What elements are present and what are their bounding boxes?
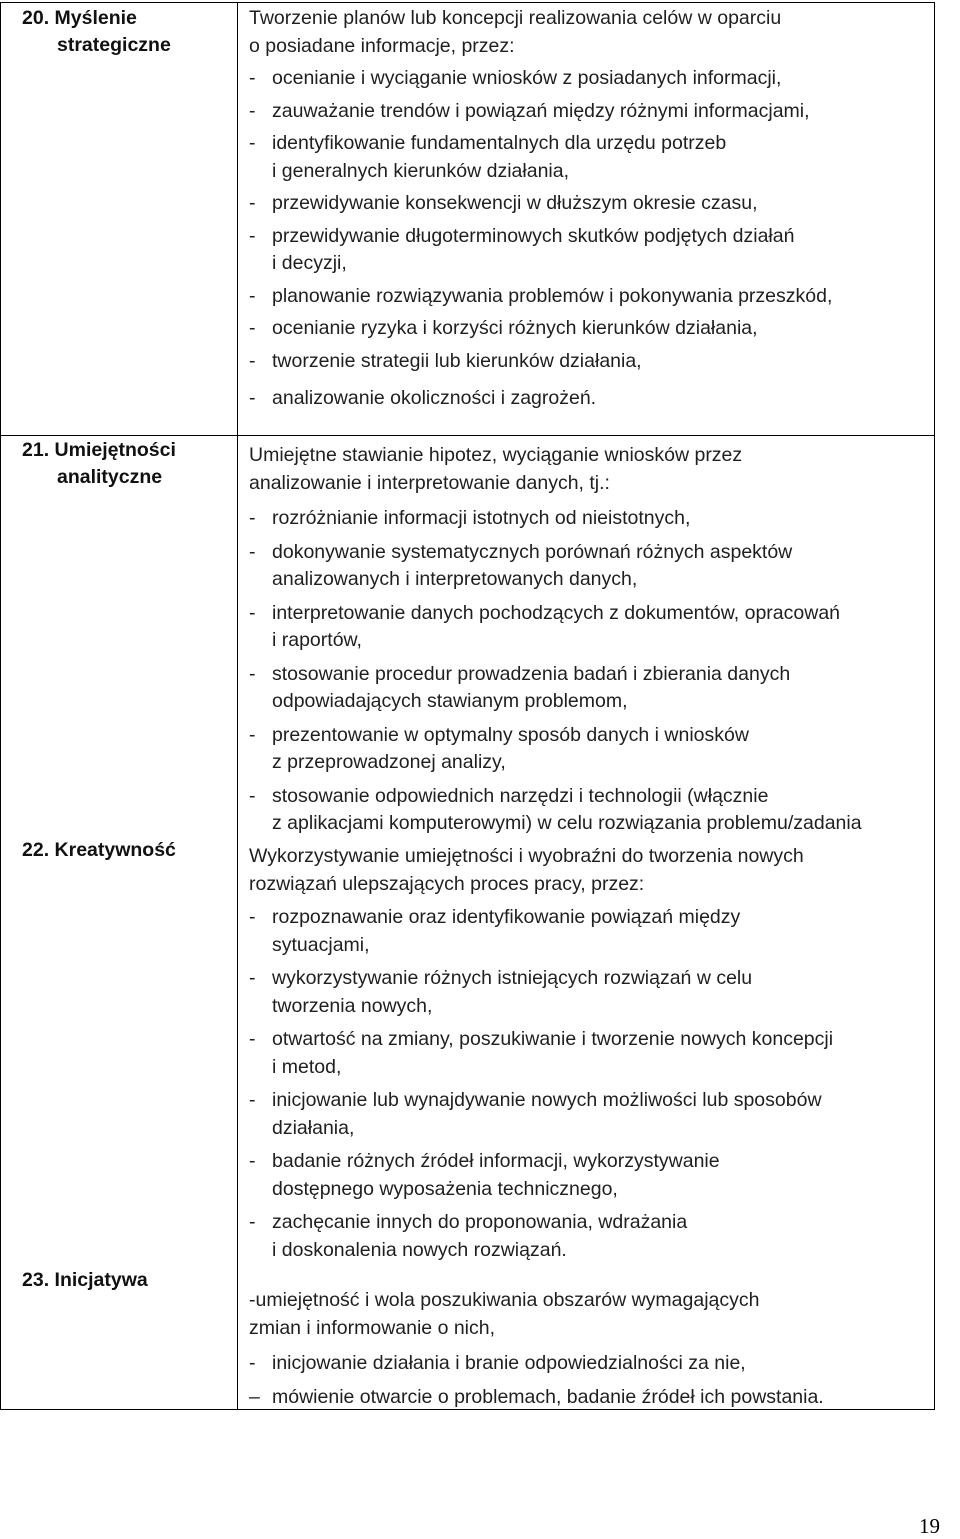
section-label-analytical-skills: 21. Umiejętności analityczne [22,439,176,488]
table-border-right [934,2,935,1410]
row-divider [0,435,935,436]
bullet-item: - zachęcanie innych do proponowania, wdrażania i doskonalenia nowych rozwiązań. [249,1211,688,1261]
bullet-item: - badanie różnych źródeł informacji, wykorzystywanie dostępnego wyposażenia technicznego, [249,1150,720,1200]
bullet-item: - otwartość na zmiany, poszukiwanie i tworzenie nowych koncepcji i metod, [249,1028,834,1078]
bullet-item: - inicjowanie lub wynajdywanie nowych możliwości lub sposobów działania, [249,1089,822,1139]
section-content-strategic-thinking [249,5,924,413]
bullet-item: - identyfikowanie fundamentalnych dla urzędu potrzeb i generalnych kierunków działania, [249,132,727,182]
column-divider [237,2,238,1410]
bullet-item: - inicjowanie działania i branie odpowiedzialności za nie, [249,1352,746,1374]
bullet-item: - wykorzystywanie różnych istniejących rozwiązań w celu tworzenia nowych, [249,967,753,1017]
bullet-item: - stosowanie procedur prowadzenia badań i zbierania danych odpowiadających stawianym problemom, [249,662,791,712]
bullet-item: - zauważanie trendów i powiązań między różnymi informacjami, [249,99,810,122]
bullet-item: - stosowanie odpowiednich narzędzi i technologii (włącznie z aplikacjami komputerowymi) w celu rozwiązania problemu/zadania [249,784,862,834]
bullet-item: - ocenianie ryzyka i korzyści różnych kierunków działania, [249,317,758,339]
bullet-item: - dokonywanie systematycznych porównań różnych aspektów analizowanych i interpretowanych danych, [249,540,793,590]
bullet-item: - ocenianie i wyciąganie wniosków z posiadanych informacji, [249,67,782,89]
bullet-item: – mówienie otwarcie o problemach, badanie źródeł ich powstania. [249,1385,824,1408]
table-border-top [0,2,935,3]
section-intro: Tworzenie planów lub koncepcji realizowania celów w oparciu o posiadane informacje, przez: [249,7,782,57]
table-border-left [0,2,1,1410]
bullet-item: - prezentowanie w optymalny sposób danych i wniosków z przeprowadzonej analizy, [249,723,749,773]
section-intro: Wykorzystywanie umiejętności i wyobraźni do tworzenia nowych rozwiązań ulepszających proces pracy, przez: [249,845,804,895]
section-intro: Umiejętne stawianie hipotez, wyciąganie wniosków przez analizowanie i interpretowanie danych, tj.: [249,444,743,494]
bullet-item: - rozpoznawanie oraz identyfikowanie powiązań między sytuacjami, [249,906,741,956]
bullet-item: - planowanie rozwiązywania problemów i pokonywania przeszkód, [249,284,833,307]
section-content-initiative [249,1287,924,1411]
bullet-item: - tworzenie strategii lub kierunków działania, [249,349,642,372]
bullet-item: - interpretowanie danych pochodzących z dokumentów, opracowań i raportów, [249,601,841,651]
section-label-initiative: 23. Inicjatywa [22,1269,148,1291]
page-number: 19 [919,1514,940,1538]
section-content-analytical-skills [249,442,924,838]
bullet-item: - przewidywanie długoterminowych skutków podjętych działań i decyzji, [249,224,795,274]
section-intro: -umiejętność i wola poszukiwania obszarów wymagających zmian i informowanie o nich, [249,1289,760,1339]
bullet-item: - przewidywanie konsekwencji w dłuższym okresie czasu, [249,192,758,214]
section-label-strategic-thinking: 20. Myślenie strategiczne [22,7,171,56]
section-content-creativity [249,843,924,1264]
bullet-item: - rozróżnianie informacji istotnych od nieistotnych, [249,507,691,529]
bullet-item: - analizowanie okoliczności i zagrożeń. [249,387,597,409]
section-label-creativity: 22. Kreatywność [22,839,176,861]
